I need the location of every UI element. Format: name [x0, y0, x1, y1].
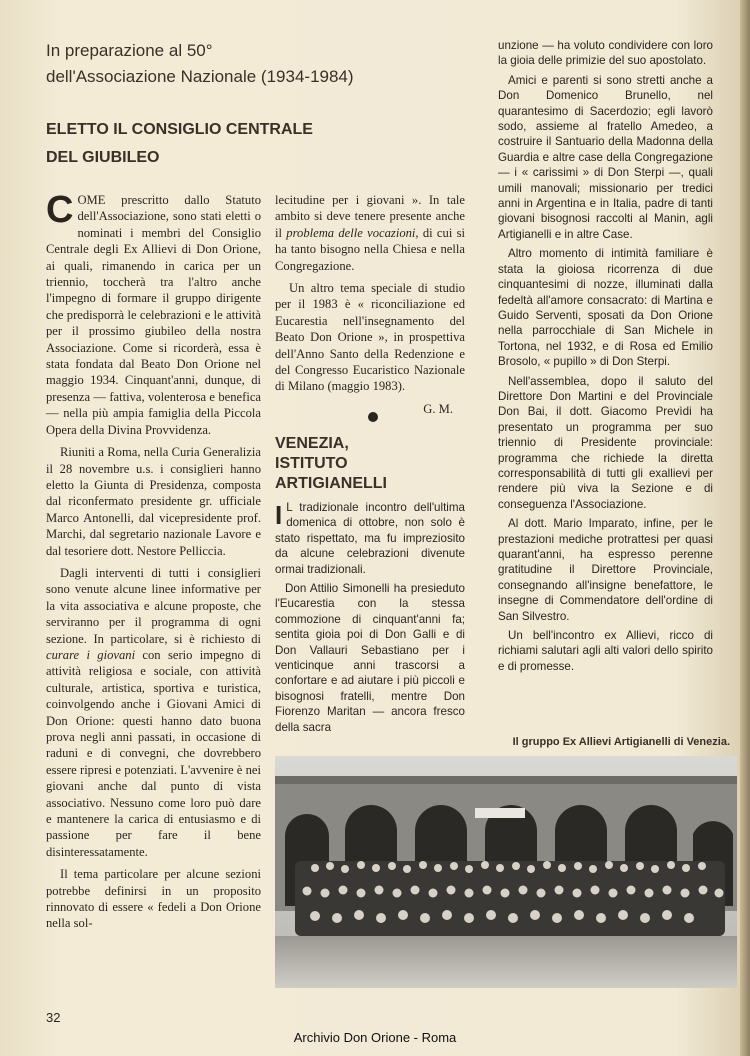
article2-col2-paragraph-4: Nell'assemblea, dopo il saluto del Direttore Don Martini e del Provinciale Don Bai, il dott. Giacomo Prevìdi ha presentato un programma per suo triennio di Presidente provinciale: programma che richiede la diretta corresponsabilità di tutti gli exallievi per rendere più viva la Sezione e di conseguenza l'Associazione. — [498, 374, 713, 511]
article1-col2-paragraph-1 — [275, 192, 465, 274]
article1-col2-p1-text-b: , di cui si ha tanto bisogno nella Chiesa e nella Congregazione. — [275, 225, 466, 273]
archive-footer: Archivio Don Orione - Roma — [293, 1030, 457, 1045]
article1-paragraph-4: Il tema particolare per alcune sezioni potrebbe definirsi in un proposito rinnovato di essere « fedeli a Don Orione nella sol- — [46, 867, 261, 931]
section-title-line-2: DEL GIUBILEO — [46, 149, 160, 166]
page-header — [46, 38, 446, 90]
article2-paragraph-2: Don Attilio Simonelli ha presieduto l'Eucarestia con la stessa commozione di cinquant'anni fa; sentita gioia poi di Don Galli e di Don Vallauri Sebastiano per i venticinque anni trascorsi a confortare e ad aiutare i più piccoli e bisognosi fratelli, mentre Don Fiorenzo Maritan — ancora fresco della sacra — [275, 582, 465, 734]
article1-paragraph-3 — [46, 565, 261, 860]
article2-title-line-2: ISTITUTO — [275, 455, 348, 472]
article2-dropcap: I — [275, 500, 283, 530]
article1-col2-p1-text-a: lecitudine per i giovani ». In tale ambito si deve tenere presente anche il — [275, 193, 465, 240]
section-separator-dot — [368, 412, 378, 422]
section-title-line-1: ELETTO IL CONSIGLIO CENTRALE — [46, 121, 313, 138]
article2-title — [275, 434, 465, 494]
section-title — [46, 116, 346, 172]
article1-p1-text: OME prescritto dallo Statuto dell'Associazione, sono stati eletti o nominati i membri del Consiglio Centrale degli Ex Allievi di Don Orione, ai quali, rimanendo in carica per un triennio, toccherà tra l'altro anche l'impegno di formare il gruppo dirigente che predisporrà le celebrazioni e le attività per il prossimo giubileo della nostra Associazione. Come si ricorderà, essa è stata fondata dal Beato Don Orione nel maggio 1934. Cinquant'anni, dunque, di presenza — fattiva, volenterosa e benefica — nella più ampia famiglia della Piccola Opera della Divina Provvidenza. — [46, 193, 261, 437]
article2-title-line-3: ARTIGIANELLI — [275, 475, 387, 492]
article2-col2-paragraph-2: Amici e parenti si sono stretti anche a Don Domenico Brunello, nel quarantesimo di Sacerdozio; egli lavorò sodo, assieme al fratello Amedeo, a costruire il Santuario della Madonna della Guardia e altre case della Congregazione — i « carissimi » di Don Sterpi —, quali umili manovali; missionario per tredici anni in Argentina e in Italia, padre di tanti giovani bisognosi raccolti al Manin, agli Artigianelli e in altre Case. — [498, 73, 713, 241]
article1-paragraph-2: Riuniti a Roma, nella Curia Generalizia il 28 novembre u.s. i consiglieri hanno eletto la Giunta di Presidenza, composta dal riconfermato presidente gr. ufficiale Marco Antonelli, dal vicepresidente prof. Marchi, dal segretario nazionale Lavore e dal tesoriere dott. Nestore Pelliccia. — [46, 445, 261, 558]
header-line-1: In preparazione al 50° — [46, 41, 213, 60]
article1-signature: G. M. — [423, 401, 453, 416]
photo-caption: Il gruppo Ex Allievi Artigianelli di Venezia. — [512, 736, 730, 748]
page-spine-edge — [740, 0, 750, 1056]
article2-col2-paragraph-5: Al dott. Mario Imparato, infine, per le prestazioni mediche protrattesi per quasi quarant'anni, ha espresso perenne gratitudine il Direttore Provinciale, consegnando all'insigne benefattore, le insegne di Commendatore dell'ordine di San Silvestro. — [498, 517, 713, 623]
article1-column-1 — [46, 189, 261, 938]
article2-column-1 — [275, 500, 465, 739]
header-line-2: dell'Associazione Nazionale (1934-1984) — [46, 67, 354, 86]
article2-col2-paragraph-1: unzione — ha voluto condividere con loro la gioia delle primizie del suo apostolato. — [498, 39, 713, 68]
article1-col2-p1-emphasis: problema delle vocazioni — [286, 225, 416, 240]
article2-paragraph-1 — [275, 500, 465, 577]
article2-column-2 — [498, 38, 713, 678]
article1-dropcap: C — [46, 189, 74, 231]
article1-p3-text-b: con serio impegno di attività religiosa e sociale, con attività culturale, artistica, sportiva e turistica, coinvolgendo anche i Giovani Amici di Don Orione: questi hanno dato buona prova negli anni passati, in occasione di raduni e di convegni, che dovrebbero essere ripresi e potenziati. L'avvenire è nei giovani anche dal punto di vista associativo. Nessuno come loro può dare e mantenere la carica di entusiasmo e di passione per fare il bene disinteressatamente. — [46, 647, 261, 859]
article1-col2-paragraph-2: Un altro tema speciale di studio per il 1983 è « riconciliazione ed Eucarestia nell'insegnamento del Beato Don Orione », in prospettiva dell'Anno Santo della Redenzione e del Congresso Eucaristico Nazionale di Milano (maggio 1983). — [275, 281, 465, 394]
article2-title-line-1: VENEZIA, — [275, 435, 349, 452]
group-photo — [275, 756, 737, 988]
article1-p3-text-a: Dagli interventi di tutti i consiglieri sono venute alcune linee informative per la vita associativa e alcune proposte, che serviranno per il programma di ogni sezione. In particolare, si è richiesto di — [46, 565, 261, 646]
article2-col2-paragraph-3: Altro momento di intimità familiare è stata la gioiosa ricorrenza di due cinquantesimi di nozze, illuminati dalla fedeltà all'amore consacrato: di Martina e Guido Serventi, sposati da Don Orione nella parrocchiale di San Michele in Tortona, nel 1932, e di Rosa ed Emilio Brosolo, « pupillo » di Don Sterpi. — [498, 247, 713, 369]
article2-col2-paragraph-6: Un bell'incontro ex Allievi, ricco di richiami salutari agli alti valori dello spirito e di promesse. — [498, 629, 713, 673]
article1-paragraph-1 — [46, 189, 261, 438]
article1-p3-emphasis: curare i giovani — [46, 647, 136, 662]
article2-p1-text: L tradizionale incontro dell'ultima domenica di ottobre, non solo è stato rispettato, ma fu impreziosito da alcune celebrazioni divenute ormai tradizionali. — [275, 501, 465, 576]
page-number: 32 — [46, 1010, 61, 1025]
article1-column-2 — [275, 192, 465, 417]
